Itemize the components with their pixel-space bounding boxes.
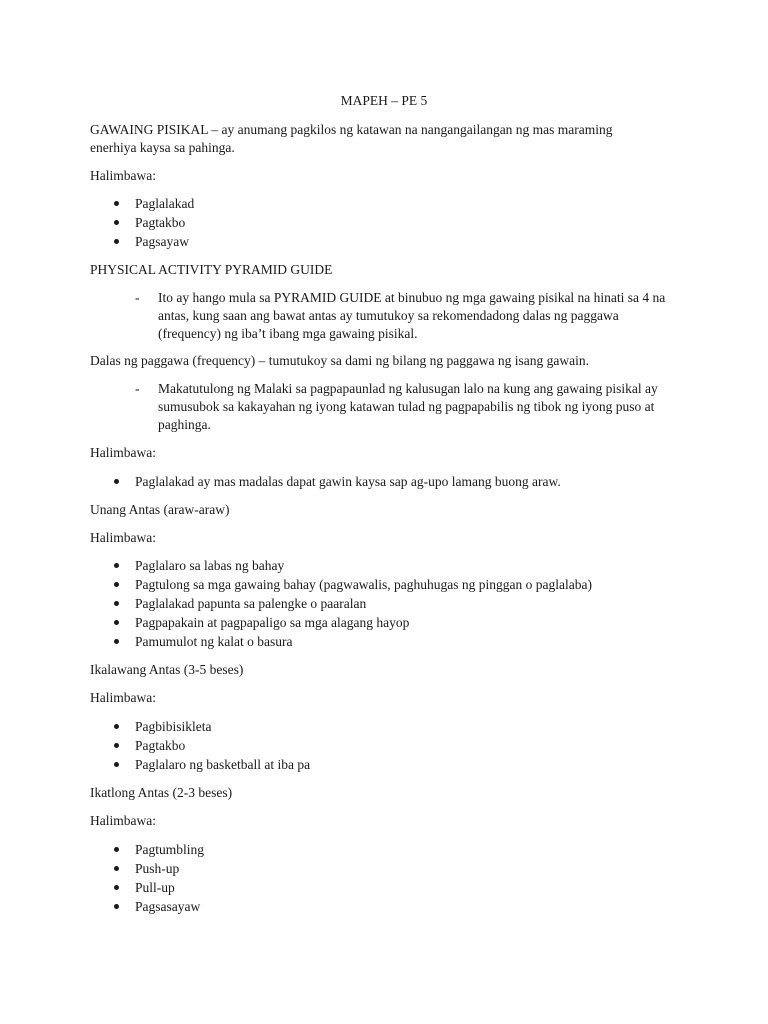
bullet-icon xyxy=(114,743,119,748)
bullet-list xyxy=(0,717,310,774)
bullet-list xyxy=(0,556,592,651)
example-label: Halimbawa: xyxy=(90,445,156,460)
pyramid-desc-line-1: Ito ay hango mula sa PYRAMID GUIDE at binubuo ng mga gawaing pisikal na hinati sa 4 na xyxy=(158,290,666,305)
list-item: Pagsasayaw xyxy=(0,897,204,916)
list-item: Pamumulot ng kalat o basura xyxy=(0,632,592,651)
intro-line-2: enerhiya kaysa sa pahinga. xyxy=(90,140,235,155)
bullet-icon xyxy=(114,601,119,606)
bullet-icon xyxy=(114,724,119,729)
list-item: Pagbibisikleta xyxy=(0,717,310,736)
level-heading: Ikatlong Antas (2-3 beses) xyxy=(90,785,233,800)
example-label: Halimbawa: xyxy=(90,168,156,183)
list-item: Pagtakbo xyxy=(0,736,310,755)
frequency-definition: Dalas ng paggawa (frequency) – tumutukoy sa dami ng bilang ng paggawa ng isang gawain. xyxy=(90,353,589,368)
bullet-icon xyxy=(114,563,119,568)
bullet-list xyxy=(0,194,194,251)
bullet-icon xyxy=(114,220,119,225)
intro-line-1: GAWAING PISIKAL – ay anumang pagkilos ng katawan na nangangailangan ng mas maraming xyxy=(90,122,613,137)
list-item: Pagpapakain at pagpapaligo sa mga alagang hayop xyxy=(0,613,592,632)
bullet-icon xyxy=(114,904,119,909)
list-item: Pagtakbo xyxy=(0,213,194,232)
list-item: Paglalaro sa labas ng bahay xyxy=(0,556,592,575)
bullet-icon xyxy=(114,582,119,587)
frequency-desc-line-2: sumusubok sa kakayahan ng iyong katawan tulad ng pagpapabilis ng tibok ng iyong puso at xyxy=(158,399,655,414)
frequency-desc-line-1: Makatutulong ng Malaki sa pagpapaunlad ng kalusugan lalo na kung ang gawaing pisikal ay xyxy=(158,381,658,396)
list-item: Paglalaro ng basketball at iba pa xyxy=(0,755,310,774)
page-title: MAPEH – PE 5 xyxy=(340,93,428,108)
bullet-list xyxy=(0,472,561,491)
list-item: Pagtumbling xyxy=(0,840,204,859)
bullet-list xyxy=(0,840,204,916)
list-item: Paglalakad ay mas madalas dapat gawin kaysa sap ag-upo lamang buong araw. xyxy=(0,472,561,491)
example-label: Halimbawa: xyxy=(90,690,156,705)
bullet-icon xyxy=(114,847,119,852)
dash-marker: - xyxy=(135,290,140,305)
bullet-icon xyxy=(114,620,119,625)
bullet-icon xyxy=(114,639,119,644)
list-item: Pull-up xyxy=(0,878,204,897)
list-item: Pagsayaw xyxy=(0,232,194,251)
frequency-desc-line-3: paghinga. xyxy=(158,417,211,432)
bullet-icon xyxy=(114,885,119,890)
list-item: Paglalakad xyxy=(0,194,194,213)
list-item: Push-up xyxy=(0,859,204,878)
section-heading: PHYSICAL ACTIVITY PYRAMID GUIDE xyxy=(90,262,333,277)
list-item: Paglalakad papunta sa palengke o paaralan xyxy=(0,594,592,613)
example-label: Halimbawa: xyxy=(90,813,156,828)
example-label: Halimbawa: xyxy=(90,530,156,545)
pyramid-desc-line-2: antas, kung saan ang bawat antas ay tumutukoy sa rekomendadong dalas ng paggawa xyxy=(158,308,619,323)
pyramid-desc-line-3: (frequency) ng iba’t ibang mga gawaing pisikal. xyxy=(158,326,418,341)
bullet-icon xyxy=(114,239,119,244)
bullet-icon xyxy=(114,866,119,871)
level-heading: Ikalawang Antas (3-5 beses) xyxy=(90,662,244,677)
bullet-icon xyxy=(114,479,119,484)
list-item: Pagtulong sa mga gawaing bahay (pagwawalis, paghuhugas ng pinggan o paglalaba) xyxy=(0,575,592,594)
level-heading: Unang Antas (araw-araw) xyxy=(90,502,230,517)
dash-marker: - xyxy=(135,381,140,396)
bullet-icon xyxy=(114,762,119,767)
bullet-icon xyxy=(114,201,119,206)
